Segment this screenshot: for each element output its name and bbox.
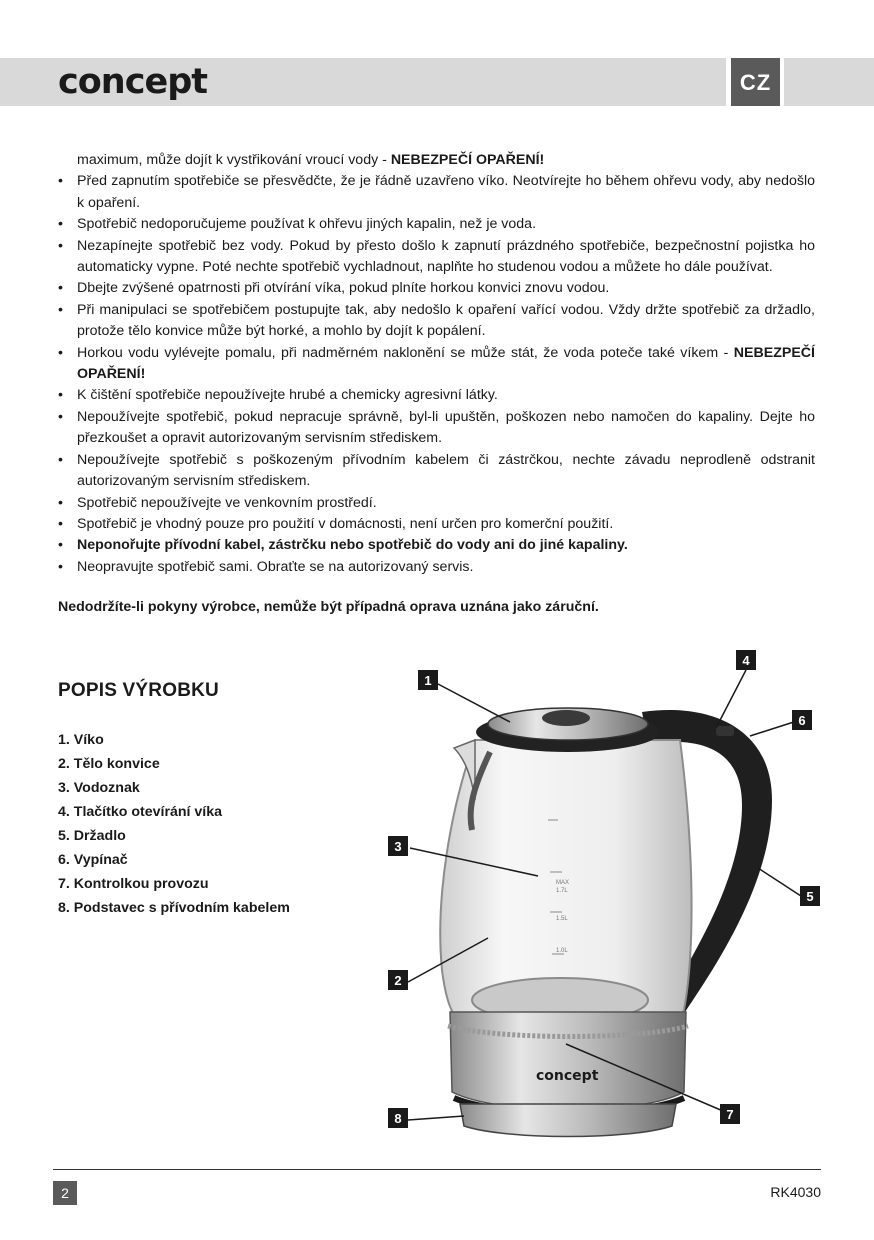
svg-text:7: 7 bbox=[726, 1107, 734, 1122]
list-item: • Před zapnutím spotřebiče se přesvědčte, že je řádně uzavřeno víko. Neotvírejte ho během ohřevu vody, aby nedošlo k opaření. bbox=[58, 171, 815, 214]
scale-mark-10: 1.0L bbox=[556, 948, 568, 954]
rules-list bbox=[58, 171, 815, 578]
kettle-diagram bbox=[380, 640, 820, 1150]
callout-7 bbox=[720, 1104, 740, 1124]
list-item: • Spotřebič je vhodný pouze pro použití v domácnosti, není určen pro komerční použití. bbox=[58, 514, 815, 535]
callout-2 bbox=[388, 970, 408, 990]
list-item: • Neopravujte spotřebič sami. Obraťte se na autorizovaný servis. bbox=[58, 557, 815, 578]
callout-8 bbox=[388, 1108, 408, 1128]
model-number: RK4030 bbox=[770, 1184, 821, 1200]
footer-divider bbox=[53, 1169, 821, 1170]
brand-logo: concept bbox=[58, 62, 207, 102]
part-item: 6. Vypínač bbox=[58, 852, 128, 868]
list-item: • Nezapínejte spotřebič bez vody. Pokud by přesto došlo k zapnutí prázdného spotřebiče, bezpečnostní pojistka ho automaticky vypne. Poté nechte spotřebič vychladnout, naplňte ho studenou vodou a můžete ho dále používat. bbox=[58, 236, 815, 279]
callout-3 bbox=[388, 836, 408, 856]
part-item: 4. Tlačítko otevírání víka bbox=[58, 804, 223, 820]
section-title: POPIS VÝROBKU bbox=[58, 680, 219, 701]
scale-mark-17: 1.7L bbox=[556, 888, 568, 894]
svg-text:8: 8 bbox=[394, 1111, 402, 1126]
svg-text:3: 3 bbox=[394, 839, 402, 854]
language-badge: CZ bbox=[731, 58, 780, 106]
steel-base-band bbox=[450, 1012, 686, 1110]
scale-mark-max: MAX bbox=[556, 880, 570, 886]
part-item: 2. Tělo konvice bbox=[58, 756, 160, 772]
continuation-line: maximum, může dojít k vystřikování vroucí vody - NEBEZPEČÍ OPAŘENÍ! bbox=[77, 152, 545, 168]
power-base-shape bbox=[460, 1104, 676, 1137]
page-number: 2 bbox=[53, 1181, 77, 1205]
kettle-brand-text: concept bbox=[536, 1068, 599, 1084]
list-item: • Nepoužívejte spotřebič, pokud nepracuje správně, byl-li upuštěn, poškozen nebo namočen do kapaliny. Dejte ho přezkoušet a opravit autorizovaným servisním střediskem. bbox=[58, 407, 815, 450]
list-item: • Dbejte zvýšené opatrnosti při otvírání víka, pokud plníte horkou konvici znovu vodou. bbox=[58, 278, 815, 299]
part-item: 3. Vodoznak bbox=[58, 780, 140, 796]
list-item: • Spotřebič nedoporučujeme používat k ohřevu jiných kapalin, než je voda. bbox=[58, 214, 815, 235]
scale-mark-15: 1.5L bbox=[556, 916, 568, 922]
svg-text:2: 2 bbox=[394, 973, 402, 988]
list-item: • Spotřebič nepoužívejte ve venkovním prostředí. bbox=[58, 493, 815, 514]
switch-shape bbox=[716, 726, 734, 736]
callout-1 bbox=[418, 670, 438, 690]
part-item: 1. Víko bbox=[58, 732, 104, 748]
list-item: • Horkou vodu vylévejte pomalu, při nadměrném naklonění se může stát, že voda poteče také víkem - NEBEZPEČÍ OPAŘENÍ! bbox=[58, 343, 815, 386]
list-item: • Nepoužívejte spotřebič s poškozeným přívodním kabelem či zástrčkou, nechte závadu neprodleně odstranit autorizovaným servisním střediskem. bbox=[58, 450, 815, 493]
callout-6 bbox=[792, 710, 812, 730]
list-item: • K čištění spotřebiče nepoužívejte hrubé a chemicky agresivní látky. bbox=[58, 385, 815, 406]
svg-text:1: 1 bbox=[424, 673, 432, 688]
part-item: 5. Držadlo bbox=[58, 828, 126, 844]
part-item: 7. Kontrolkou provozu bbox=[58, 876, 209, 892]
warranty-note: Nedodržíte-li pokyny výrobce, nemůže být případná oprava uznána jako záruční. bbox=[58, 599, 599, 616]
part-item: 8. Podstavec s přívodním kabelem bbox=[58, 900, 290, 916]
svg-text:5: 5 bbox=[806, 889, 814, 904]
callout-4 bbox=[736, 650, 756, 670]
svg-text:4: 4 bbox=[742, 653, 750, 668]
list-item-bold: • Neponořujte přívodní kabel, zástrčku nebo spotřebič do vody ani do jiné kapaliny. bbox=[58, 535, 815, 556]
list-item: • Při manipulaci se spotřebičem postupujte tak, aby nedošlo k opaření vařící vodou. Vždy držte spotřebič za držadlo, protože tělo konvice může být horké, a mohlo by dojít k popálení. bbox=[58, 300, 815, 343]
parts-list bbox=[58, 728, 290, 920]
safety-rules bbox=[58, 150, 815, 633]
lid-button bbox=[542, 710, 590, 726]
svg-text:6: 6 bbox=[798, 713, 806, 728]
header-band-right bbox=[784, 58, 874, 106]
callout-5 bbox=[800, 886, 820, 906]
